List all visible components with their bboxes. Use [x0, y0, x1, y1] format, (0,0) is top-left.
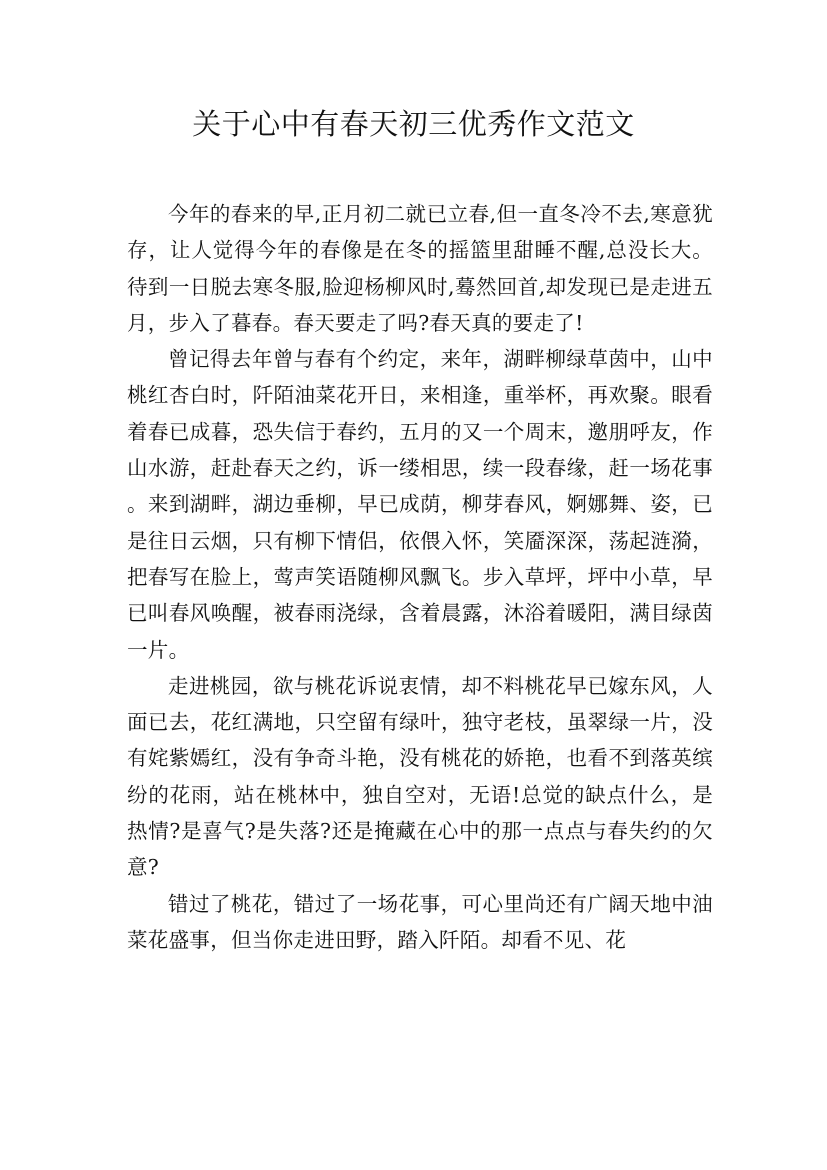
paragraph-1: 今年的春来的早,正月初二就已立春,但一直冬冷不去,寒意犹存，让人觉得今年的春像是在冬的摇篮里甜睡不醒,总没长大。待到一日脱去寒冬服,脸迎杨柳风时,蓦然回首,却发现已是走进五月，步入了暮春。春天要走了吗?春天真的要走了! — [127, 202, 713, 335]
document-title: 关于心中有春天初三优秀作文范文 — [192, 107, 635, 141]
paragraph-2: 曾记得去年曾与春有个约定，来年，湖畔柳绿草茵中，山中桃红杏白时，阡陌油菜花开日，来相逢，重举杯，再欢聚。眼看着春已成暮，恐失信于春约，五月的又一个周末，邀朋呼友，作山水游，赶赴春天之约，诉一缕相思，续一段春缘，赶一场花事。来到湖畔，湖边垂柳，早已成荫，柳芽春风，婀娜舞、姿，已是往日云烟，只有柳下情侣，依偎入怀，笑靥深深，荡起涟漪，把春写在脸上，莺声笑语随柳风飘飞。步入草坪，坪中小草，早已叫春风唤醒，被春雨浇绿，含着晨露，沐浴着暖阳，满目绿茵一片。 — [127, 347, 713, 662]
document-body — [127, 196, 713, 958]
paragraph-4: 错过了桃花，错过了一场花事，可心里尚还有广阔天地中油菜花盛事，但当你走进田野，踏入阡陌。却看不见、花 — [127, 891, 713, 952]
paragraph-3: 走进桃园，欲与桃花诉说衷情，却不料桃花早已嫁东风，人面已去，花红满地，只空留有绿叶，独守老枝，虽翠绿一片，没有姹紫嫣红，没有争奇斗艳，没有桃花的娇艳，也看不到落英缤纷的花雨，站在桃林中，独自空对，无语!总觉的缺点什么，是热情?是喜气?是失落?还是掩藏在心中的那一点点与春失约的欠意? — [127, 673, 713, 880]
